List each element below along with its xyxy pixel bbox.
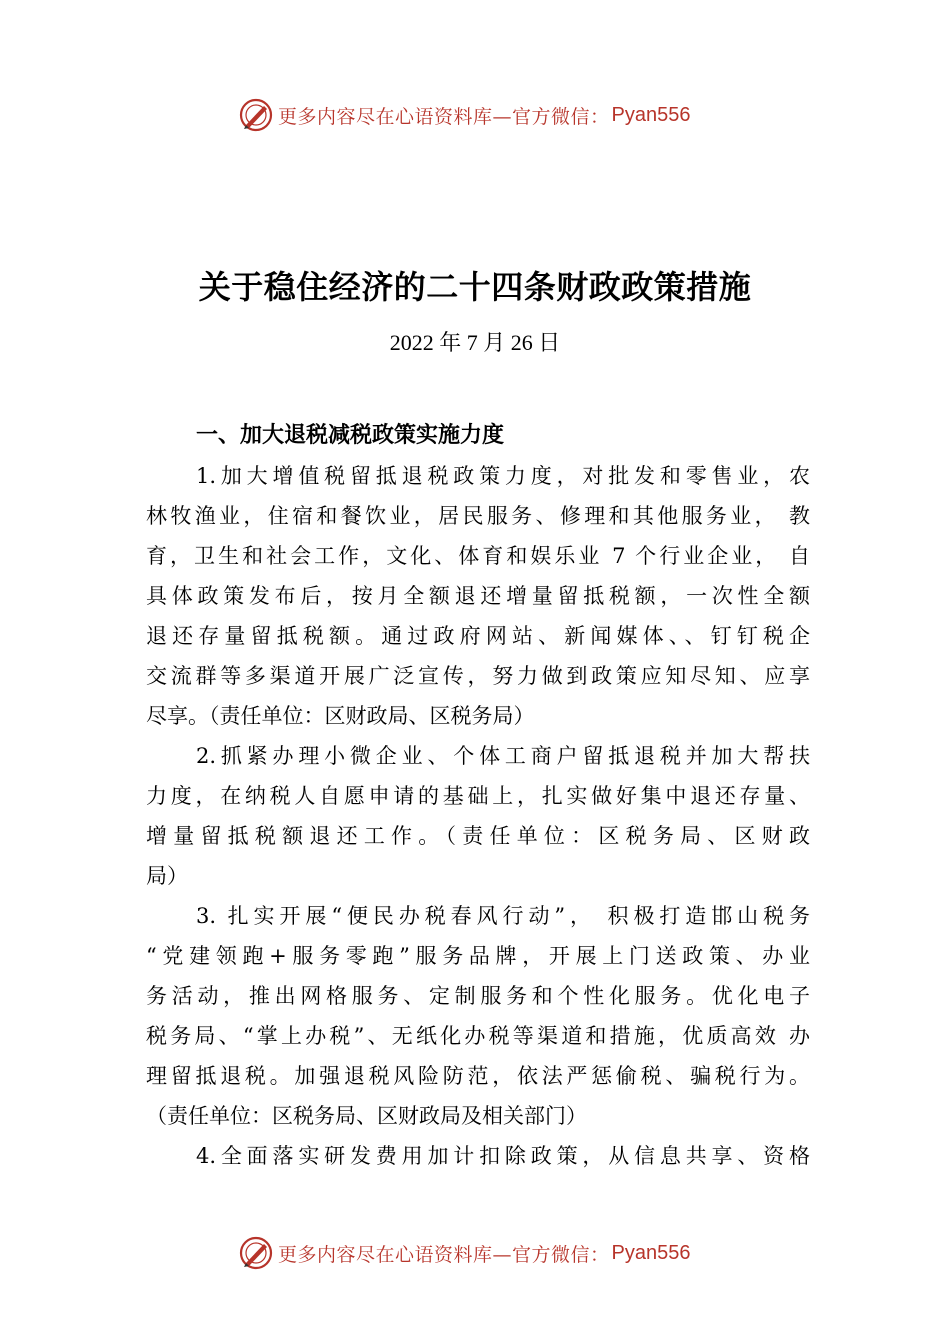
paragraph-line: 局） (146, 864, 188, 888)
paragraph-line: 力度，在纳税人自愿申请的基础上，扎实做好集中退还存量、 (146, 784, 810, 808)
paragraph-line: 2.抓紧办理小微企业、个体工商户留抵退税并加大帮扶 (196, 744, 810, 768)
banner-text: 更多内容尽在心语资料库—官方微信： (278, 105, 610, 128)
section-heading: 一、加大退税减税政策实施力度 (196, 423, 505, 448)
paragraph-line: 交流群等多渠道开展广泛宣传，努力做到政策应知尽知、应享 (146, 664, 810, 688)
paragraph-line: 3. 扎实开展“便民办税春风行动”， 积极打造邯山税务 (196, 904, 810, 928)
document-title: 关于稳住经济的二十四条财政政策措施 (198, 268, 752, 306)
banner-wechat-id: Pyan556 (611, 1241, 691, 1264)
paragraph-line: 具体政策发布后，按月全额退还增量留抵税额，一次性全额 (146, 584, 810, 608)
pen-logo-icon (238, 97, 274, 133)
paragraph-line: 尽享。（责任单位：区财政局、区税务局） (146, 704, 535, 728)
paragraph-line: 理留抵退税。加强退税风险防范，依法严惩偷税、骗税行为。 (146, 1064, 810, 1088)
banner-wechat-id: Pyan556 (611, 103, 691, 126)
paragraph-line: 育，卫生和社会工作，文化、体育和娱乐业 7 个行业企业， 自 (146, 544, 810, 568)
document-date: 2022 年 7 月 26 日 (389, 330, 561, 355)
paragraph-line: 4.全面落实研发费用加计扣除政策，从信息共享、资格 (196, 1144, 810, 1168)
paragraph-line: “党建领跑+服务零跑”服务品牌，开展上门送政策、办业 (146, 944, 810, 968)
paragraph-line: 1.加大增值税留抵退税政策力度，对批发和零售业，农 (196, 464, 810, 488)
paragraph-line: （责任单位：区税务局、区财政局及相关部门） (146, 1104, 587, 1128)
pen-logo-icon (238, 1235, 274, 1271)
document-body (146, 416, 810, 1176)
footer-watermark-banner (238, 1233, 738, 1273)
paragraph-line: 退还存量留抵税额。通过政府网站、新闻媒体、、钉钉税企 (146, 624, 810, 648)
paragraph-line: 增量留抵税额退还工作。（责任单位：区税务局、区财政 (146, 824, 810, 848)
paragraph-line: 林牧渔业，住宿和餐饮业，居民服务、修理和其他服务业， 教 (146, 504, 810, 528)
banner-text: 更多内容尽在心语资料库—官方微信： (278, 1243, 610, 1266)
paragraph-line: 税务局、“掌上办税”、无纸化办税等渠道和措施，优质高效 办 (146, 1024, 810, 1048)
paragraph-line: 务活动，推出网格服务、定制服务和个性化服务。优化电子 (146, 984, 810, 1008)
header-watermark-banner (238, 95, 738, 135)
